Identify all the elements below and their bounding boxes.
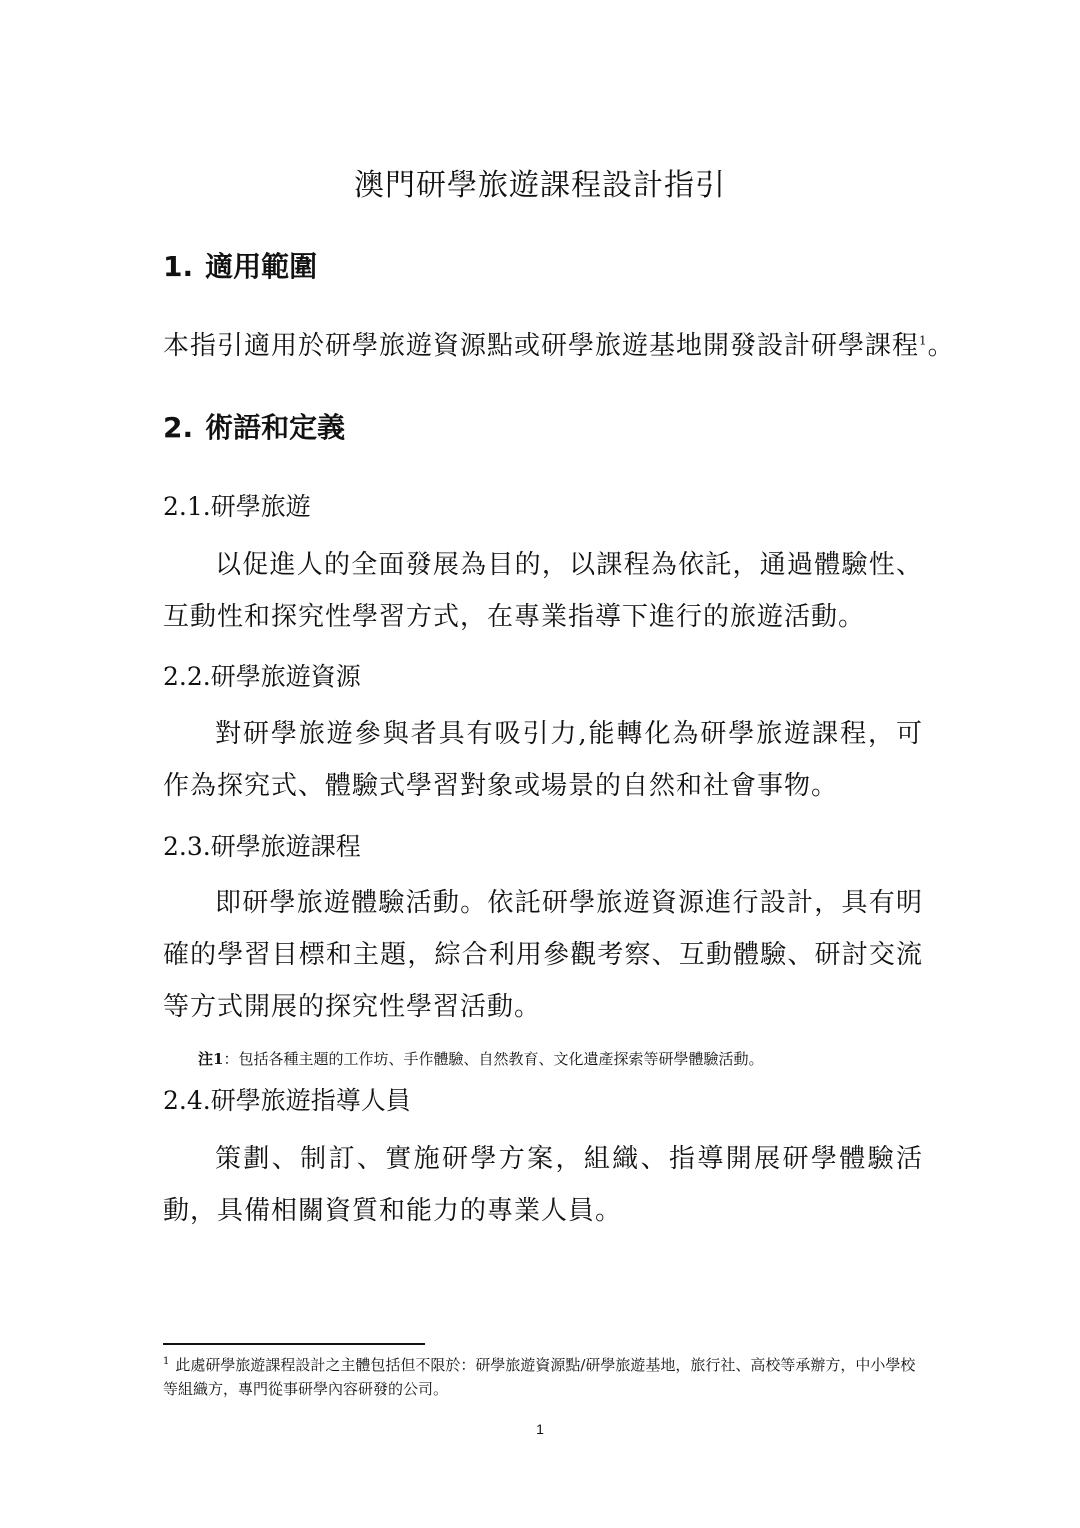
scope-text: 本指引適用於研學旅遊資源點或研學旅遊基地開發設計研學課程 [163, 331, 920, 361]
term-definition: 即研學旅遊體驗活動。依託研學旅遊資源進行設計，具有明確的學習目標和主題，綜合利用參觀考察、互動體驗、研討交流等方式開展的探究性學習活動。 [163, 888, 923, 1022]
footnote [163, 1353, 923, 1401]
section-number: 2. [163, 411, 194, 444]
term-label: 2.1.研學旅遊 [163, 492, 311, 521]
scope-paragraph [163, 326, 955, 366]
term-definition: 以促進人的全面發展為目的，以課程為依託，通過體驗性、互動性和探究性學習方式，在專業指導下進行的旅遊活動。 [163, 550, 923, 632]
footnote-reference[interactable]: 1 [919, 333, 928, 348]
footnote-text: 此處研學旅遊課程設計之主體包括但不限於：研學旅遊資源點/研學旅遊基地，旅行社、高校等承辦方，中小學校等組織方，專門從事研學內容研發的公司。 [163, 1356, 916, 1398]
section-title: 適用範圍 [205, 250, 318, 283]
note-label: 注1 [198, 1050, 224, 1068]
term-note [198, 1047, 763, 1071]
term-label: 2.2.研學旅遊資源 [163, 662, 361, 691]
term-label: 2.3.研學旅遊課程 [163, 832, 361, 861]
term-label: 2.4.研學旅遊指導人員 [163, 1086, 411, 1115]
page-number: 1 [536, 1421, 544, 1437]
term-definition: 策劃、制訂、實施研學方案，組織、指導開展研學體驗活動，具備相關資質和能力的專業人員。 [163, 1144, 923, 1226]
footnote-separator [163, 1343, 425, 1345]
scope-text-end: 。 [927, 331, 955, 361]
section-heading-terms [163, 408, 345, 448]
section-number: 1. [163, 250, 194, 283]
document-title: 澳門研學旅遊課程設計指引 [354, 168, 726, 203]
note-text: ：包括各種主題的工作坊、手作體驗、自然教育、文化遺產探索等研學體驗活動。 [223, 1050, 764, 1068]
section-heading-scope [163, 247, 317, 287]
footnote-mark: 1 [163, 1356, 170, 1367]
term-definition: 對研學旅遊參與者具有吸引力,能轉化為研學旅遊課程，可作為探究式、體驗式學習對象或場景的自然和社會事物。 [163, 719, 923, 801]
section-title: 術語和定義 [205, 411, 346, 444]
